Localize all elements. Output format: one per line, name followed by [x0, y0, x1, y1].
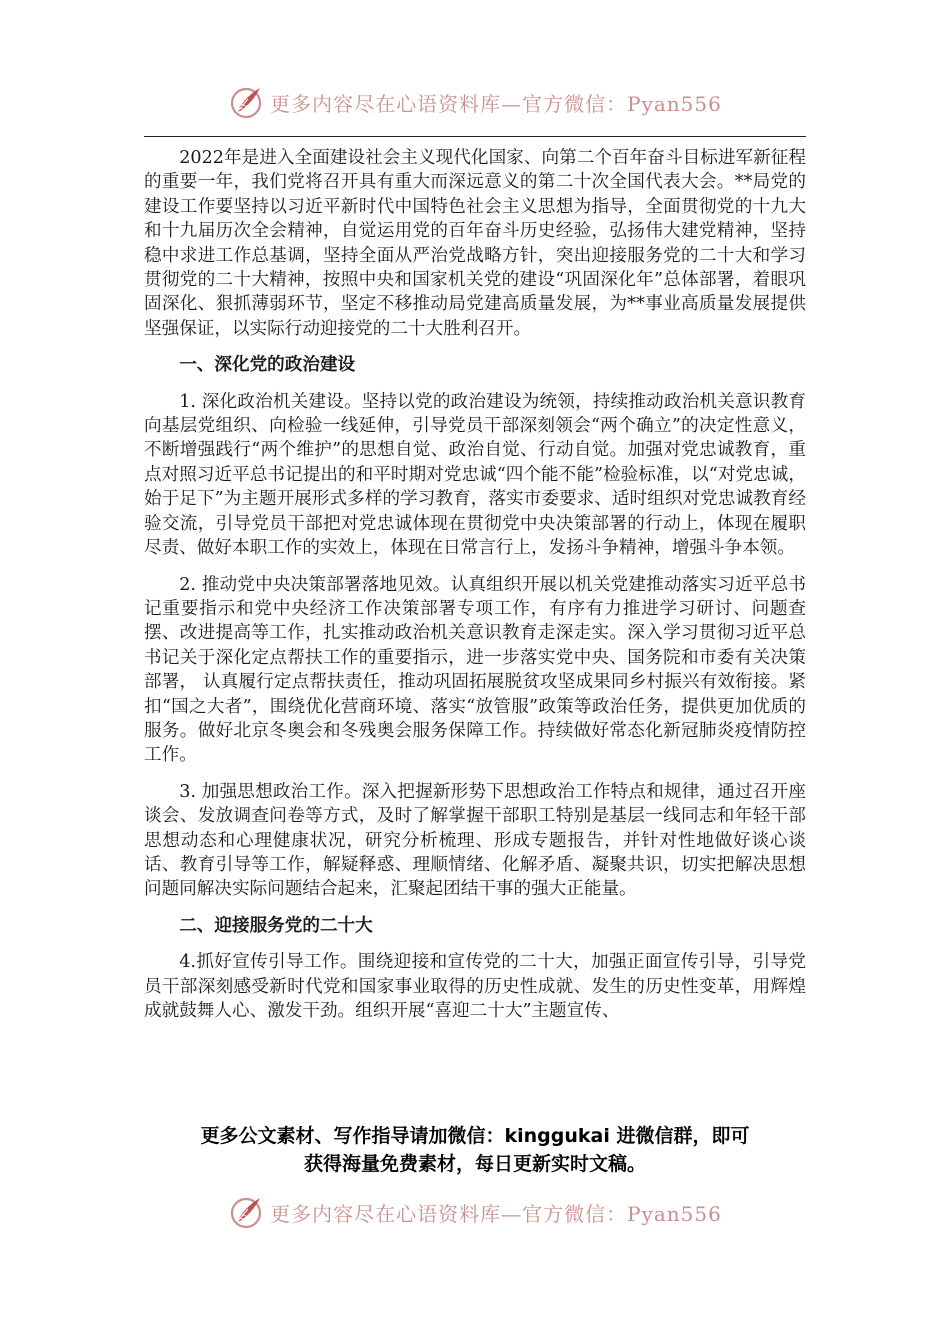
document-body [144, 146, 806, 1035]
header-divider [144, 136, 806, 137]
footer-banner-text: 更多内容尽在心语资料库—官方微信：Pyan556 [270, 1201, 722, 1226]
item-paragraph-4: 4.抓好宣传引导工作。围绕迎接和宣传党的二十大，加强正面宣传引导，引导党员干部深刻感受新时代党和国家事业取得的历史性成就、发生的历史性变革，用辉煌成就鼓舞人心、激发干劲。组织开展“喜迎二十大”主题宣传、 [144, 952, 806, 1021]
feather-pen-logo-icon [228, 1194, 264, 1230]
item-paragraph-2: 2. 推动党中央决策部署落地见效。认真组织开展以机关党建推动落实习近平总书记重要指示和党中央经济工作决策部署专项工作，有序有力推进学习研讨、问题查摆、改进提高等工作，扎实推动政治机关意识教育走深走实。深入学习贯彻习近平总书记关于深化定点帮扶工作的重要指示，进一步落实党中央、国务院和市委有关决策部署， 认真履行定点帮扶责任，推动巩固拓展脱贫攻坚成果同乡村振兴有效衔接。紧扣“国之大者”，围绕优化营商环境、落实“放管服”政策等政治任务，提供更加优质的服务。做好北京冬奥会和冬残奥会服务保障工作。持续做好常态化新冠肺炎疫情防控工作。 [144, 574, 806, 766]
header-banner [0, 82, 950, 122]
promo-notice [120, 1122, 830, 1178]
footer-banner [0, 1192, 950, 1232]
section-heading-2: 二、迎接服务党的二十大 [179, 915, 373, 936]
intro-paragraph: 2022年是进入全面建设社会主义现代化国家、向第二个百年奋斗目标进军新征程的重要一年，我们党将召开具有重大而深远意义的第二十次全国代表大会。**局党的建设工作要坚持以习近平新时代中国特色社会主义思想为指导，全面贯彻党的十九大和十九届历次全会精神，自觉运用党的百年奋斗历史经验，弘扬伟大建党精神，坚持稳中求进工作总基调，坚持全面从严治党战略方针，突出迎接服务党的二十大和学习贯彻党的二十大精神，按照中央和国家机关党的建设“巩固深化年”总体部署，着眼巩固深化、狠抓薄弱环节，坚定不移推动局党建高质量发展，为**事业高质量发展提供坚强保证，以实际行动迎接党的二十大胜利召开。 [144, 148, 806, 339]
item-paragraph-3: 3. 加强思想政治工作。深入把握新形势下思想政治工作特点和规律，通过召开座谈会、发放调查问卷等方式，及时了解掌握干部职工特别是基层一线同志和年轻干部思想动态和心理健康状况，研究分析梳理、形成专题报告，并针对性地做好谈心谈话、教育引导等工作，解疑释惑、理顺情绪、化解矛盾、凝聚共识，切实把解决思想问题同解决实际问题结合起来，汇聚起团结干事的强大正能量。 [144, 781, 806, 900]
section-heading-1: 一、深化党的政治建设 [179, 355, 356, 376]
header-banner-text: 更多内容尽在心语资料库—官方微信：Pyan556 [270, 91, 722, 116]
promo-line-1: 更多公文素材、写作指导请加微信：kinggukai 进微信群，即可 [200, 1125, 750, 1147]
promo-line-2: 获得海量免费素材，每日更新实时文稿。 [303, 1153, 646, 1175]
item-paragraph-1: 1. 深化政治机关建设。坚持以党的政治建设为统领，持续推动政治机关意识教育向基层党组织、向检验一线延伸，引导党员干部深刻领会“两个确立”的决定性意义，不断增强践行“两个维护”的思想自觉、政治自觉、行动自觉。加强对党忠诚教育，重点对照习近平总书记提出的和平时期对党忠诚“四个能不能”检验标准，以“对党忠诚，始于足下”为主题开展形式多样的学习教育，落实市委要求、适时组织对党忠诚教育经验交流，引导党员干部把对党忠诚体现在贯彻党中央决策部署的行动上，体现在履职尽责、做好本职工作的实效上，体现在日常言行上，发扬斗争精神，增强斗争本领。 [144, 391, 806, 559]
feather-pen-logo-icon [228, 84, 264, 120]
